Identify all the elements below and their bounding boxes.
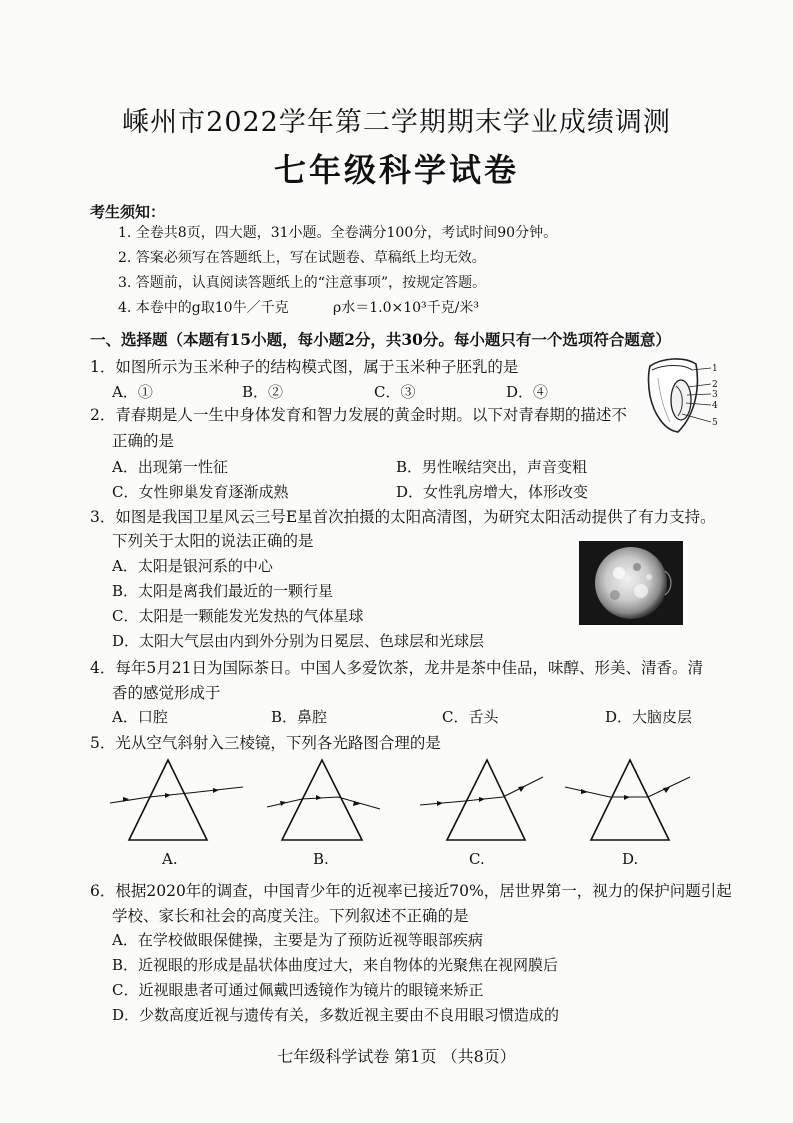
question-2-stem: 2．青春期是人一生中身体发育和智力发展的黄金时期。以下对青春期的描述不: [90, 406, 627, 424]
question-5-option-b: B.: [313, 850, 329, 868]
question-1-option-d: D．④: [506, 383, 549, 401]
question-1-stem: 1．如图所示为玉米种子的结构模式图，属于玉米种子胚乳的是: [90, 358, 519, 376]
figure-label-5: 5: [712, 418, 718, 428]
question-3-option-a: A．太阳是银河系的中心: [112, 557, 273, 575]
question-2-option-a: A．出现第一性征: [112, 458, 228, 476]
sun-photo: [579, 541, 683, 625]
figure-label-2: 2: [712, 380, 718, 390]
question-5-option-c: C.: [469, 850, 485, 868]
question-4-option-c: C．舌头: [442, 708, 499, 726]
question-6-stem-cont: 学校、家长和社会的高度关注。下列叙述不正确的是: [112, 907, 469, 925]
question-5-option-d: D.: [622, 850, 639, 868]
question-1-option-c: C．③: [374, 383, 416, 401]
question-3-option-d: D．太阳大气层由内到外分别为日冕层、色球层和光球层: [112, 632, 485, 650]
prism-diagram-d: [560, 757, 700, 845]
notice-item: 2. 答案必须写在答题纸上，写在试题卷、草稿纸上均无效。: [118, 250, 486, 266]
question-5-stem: 5．光从空气斜射入三棱镜，下列各光路图合理的是: [90, 734, 441, 752]
question-5-option-a: A.: [162, 850, 178, 868]
notice-heading: 考生须知：: [90, 203, 166, 221]
exam-title: 嵊州市2022学年第二学期期末学业成绩调测: [122, 107, 671, 138]
question-1-option-a: A．①: [112, 383, 153, 401]
notice-item: 3. 答题前，认真阅读答题纸上的“注意事项”，按规定答题。: [118, 275, 487, 291]
question-4-stem: 4．每年5月21日为国际茶日。中国人多爱饮茶，龙井是茶中佳品，味醇、形美、清香。清: [90, 659, 703, 677]
question-3-option-b: B．太阳是离我们最近的一颗行星: [112, 582, 334, 600]
question-1-option-b: B．②: [242, 383, 284, 401]
question-2-option-d: D．女性乳房增大，体形改变: [396, 483, 589, 501]
question-4-stem-cont: 香的感觉形成于: [112, 684, 221, 702]
question-2-option-c: C．女性卵巢发育逐渐成熟: [112, 483, 289, 501]
notice-item: 4. 本卷中的g取10牛／千克: [118, 300, 289, 316]
question-6-option-a: A．在学校做眼保健操，主要是为了预防近视等眼部疾病: [112, 931, 483, 949]
question-3-stem: 3．如图是我国卫星风云三号E星首次拍摄的太阳高清图，为研究太阳活动提供了有力支持。: [90, 508, 716, 526]
question-3-option-c: C．太阳是一颗能发光发热的气体星球: [112, 607, 364, 625]
question-4-option-a: A．口腔: [112, 708, 168, 726]
water-density-note: ρ水＝1.0×10³千克/米³: [333, 300, 479, 316]
prism-diagram-b: [262, 757, 402, 845]
question-2-option-b: B．男性喉结突出，声音变粗: [396, 458, 588, 476]
question-4-option-d: D．大脑皮层: [605, 708, 693, 726]
page-footer: 七年级科学试卷 第1页 （共8页）: [277, 1047, 516, 1066]
question-6-stem: 6．根据2020年的调查，中国青少年的近视率已接近70%，居世界第一，视力的保护问题引起: [90, 882, 732, 900]
figure-label-1: 1: [712, 364, 718, 374]
prism-diagram-a: [105, 757, 245, 845]
figure-label-4: 4: [712, 401, 718, 411]
prism-diagram-c: [415, 757, 555, 845]
question-6-option-c: C．近视眼患者可通过佩戴凹透镜作为镜片的眼镜来矫正: [112, 981, 484, 999]
question-3-stem-cont: 下列关于太阳的说法正确的是: [112, 532, 314, 550]
corn-seed-figure: [640, 356, 720, 438]
exam-subtitle: 七年级科学试卷: [273, 151, 519, 189]
question-6-option-b: B．近视眼的形成是晶状体曲度过大，来自物体的光聚焦在视网膜后: [112, 956, 559, 974]
question-4-option-b: B．鼻腔: [271, 708, 328, 726]
notice-item: 1. 全卷共8页，四大题，31小题。全卷满分100分，考试时间90分钟。: [118, 225, 558, 241]
question-6-option-d: D．少数高度近视与遗传有关，多数近视主要由不良用眼习惯造成的: [112, 1006, 560, 1024]
figure-label-3: 3: [712, 390, 718, 400]
question-2-stem-cont: 正确的是: [112, 432, 175, 450]
section-heading: 一、选择题（本题有15小题，每小题2分，共30分。每小题只有一个选项符合题意）: [90, 330, 671, 349]
